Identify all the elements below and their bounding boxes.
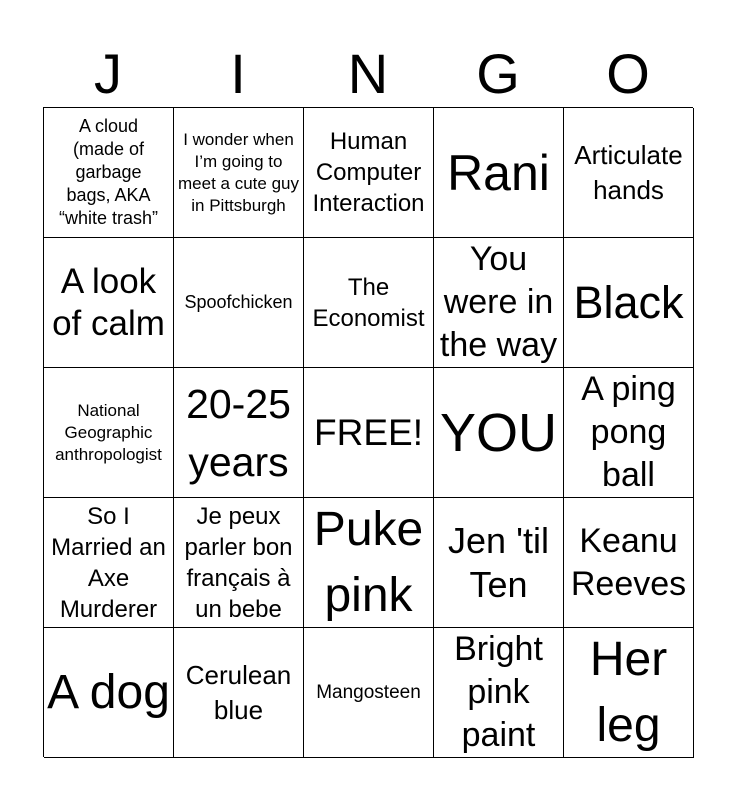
bingo-cell-r2c3[interactable]	[304, 238, 434, 368]
header-letter-g: G	[476, 42, 520, 105]
bingo-cell-text: Keanu Reeves	[570, 521, 687, 603]
header-letter-i: I	[230, 42, 246, 105]
bingo-header	[43, 40, 693, 108]
bingo-cell-text: FREE!	[314, 412, 423, 453]
bingo-cell-r1c3[interactable]	[304, 108, 434, 238]
bingo-cell-r3c2[interactable]	[174, 368, 304, 498]
bingo-cell-text: Mangosteen	[316, 681, 421, 703]
bingo-cell-text: The Economist	[312, 273, 425, 332]
bingo-cell-text: National Geographic anthropologist	[55, 400, 162, 464]
bingo-cell-text: You were in the way	[439, 240, 558, 364]
bingo-cell-r4c3[interactable]	[304, 498, 434, 628]
bingo-cell-text: Black	[573, 276, 684, 328]
bingo-cell-text: Articulate hands	[574, 139, 683, 205]
bingo-cell-text: A cloud (made of garbage bags, AKA “white trash”	[58, 116, 159, 228]
bingo-cell-r2c1[interactable]	[44, 238, 174, 368]
bingo-card-grid	[43, 107, 693, 757]
bingo-cell-r5c4[interactable]	[434, 628, 564, 758]
bingo-cell-r1c4[interactable]	[434, 108, 564, 238]
bingo-cell-text: 20-25 years	[186, 380, 291, 485]
bingo-cell-text: Her leg	[589, 632, 668, 752]
bingo-cell-r4c1[interactable]	[44, 498, 174, 628]
bingo-cell-r3c3[interactable]	[304, 368, 434, 498]
header-letter-o: O	[606, 42, 650, 105]
bingo-cell-r5c1[interactable]	[44, 628, 174, 758]
bingo-cell-r3c5[interactable]	[564, 368, 694, 498]
bingo-cell-r2c4[interactable]	[434, 238, 564, 368]
bingo-cell-text: Puke pink	[313, 502, 424, 622]
bingo-cell-text: Jen 'til Ten	[448, 519, 549, 605]
bingo-cell-r5c3[interactable]	[304, 628, 434, 758]
bingo-cell-r1c2[interactable]	[174, 108, 304, 238]
bingo-cell-r1c5[interactable]	[564, 108, 694, 238]
bingo-cell-text: Rani	[447, 144, 550, 201]
header-letter-n: N	[347, 42, 389, 105]
bingo-cell-r1c1[interactable]	[44, 108, 174, 238]
bingo-cell-r2c2[interactable]	[174, 238, 304, 368]
bingo-cell-text: Human Computer Interaction	[312, 128, 425, 217]
bingo-cell-text: I wonder when I’m going to meet a cute guy in Pittsburgh	[178, 129, 299, 215]
bingo-cell-text: Cerulean blue	[185, 659, 292, 725]
bingo-cell-r4c5[interactable]	[564, 498, 694, 628]
bingo-cell-r2c5[interactable]	[564, 238, 694, 368]
bingo-cell-text: Bright pink paint	[454, 630, 543, 754]
bingo-cell-text: A dog	[47, 665, 170, 719]
bingo-cell-text: Je peux parler bon français à un bebe	[184, 502, 293, 623]
bingo-cell-text: A ping pong ball	[581, 370, 676, 494]
bingo-cell-text: Spoofchicken	[184, 292, 293, 312]
bingo-cell-text: So I Married an Axe Murderer	[51, 502, 166, 623]
bingo-cell-r5c5[interactable]	[564, 628, 694, 758]
header-letter-j: J	[94, 42, 122, 105]
bingo-cell-r3c4[interactable]	[434, 368, 564, 498]
bingo-cell-r4c4[interactable]	[434, 498, 564, 628]
bingo-cell-r4c2[interactable]	[174, 498, 304, 628]
bingo-cell-text: YOU	[439, 402, 558, 463]
bingo-cell-r5c2[interactable]	[174, 628, 304, 758]
bingo-cell-r3c1[interactable]	[44, 368, 174, 498]
bingo-cell-text: A look of calm	[52, 261, 165, 343]
